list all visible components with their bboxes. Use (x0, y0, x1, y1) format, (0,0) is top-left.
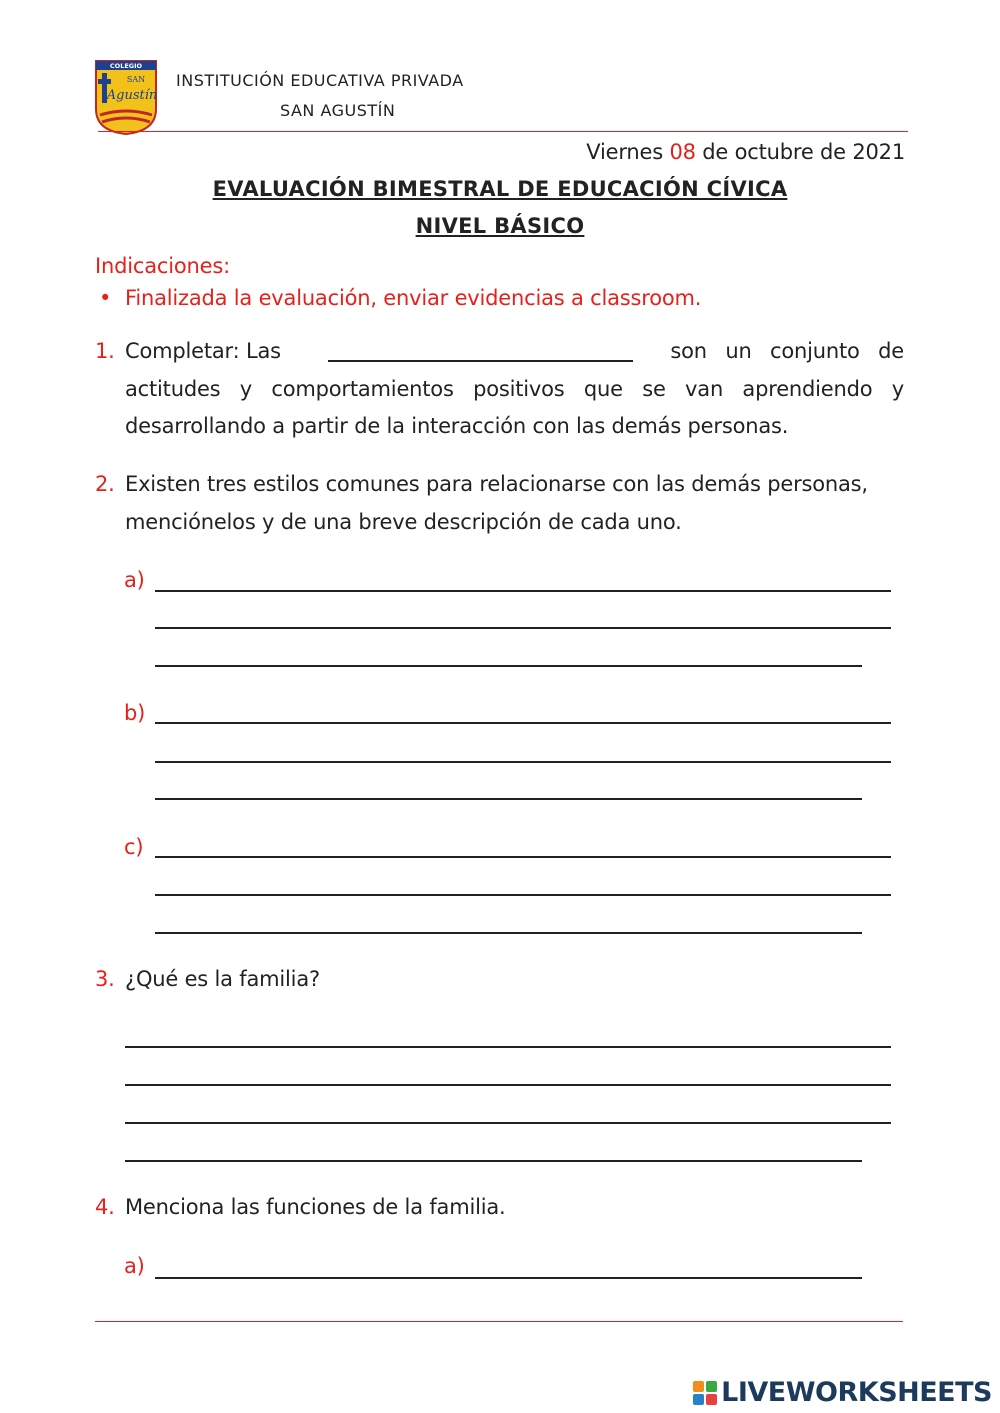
header-divider (98, 131, 908, 132)
q2-b-answer-line-3[interactable] (155, 798, 862, 800)
liveworksheets-logo-icon (693, 1381, 717, 1405)
logo-text-top: COLEGIO (109, 62, 143, 70)
q2-a-answer-line-3[interactable] (155, 665, 862, 667)
q2-c-answer-line-3[interactable] (155, 932, 862, 934)
q1-blank[interactable] (328, 360, 633, 362)
exam-level: NIVEL BÁSICO (415, 214, 585, 238)
date-prefix: Viernes (586, 140, 670, 164)
q1-text-start: Completar: Las (125, 339, 281, 363)
institution-line-2: SAN AGUSTÍN (280, 101, 396, 120)
liveworksheets-watermark (693, 1377, 992, 1408)
q2-b-answer-line-2[interactable] (155, 761, 891, 763)
logo-text-san: SAN (126, 75, 146, 84)
q2-line-1: Existen tres estilos comunes para relacionarse con las demás personas, (125, 472, 868, 496)
school-logo (94, 59, 158, 135)
q2-a-answer-line-2[interactable] (155, 627, 891, 629)
instructions-heading: Indicaciones: (95, 254, 230, 278)
q4-option-a-label: a) (124, 1254, 145, 1278)
q2-option-c-label: c) (124, 835, 144, 859)
q2-b-answer-line-1[interactable] (155, 722, 891, 724)
q4-a-answer-line[interactable] (155, 1277, 862, 1279)
q2-number: 2. (95, 472, 115, 496)
q2-option-b-label: b) (124, 701, 146, 725)
q2-c-answer-line-1[interactable] (155, 856, 891, 858)
q1-number: 1. (95, 339, 115, 363)
footer-divider (95, 1321, 903, 1322)
q1-line-2: actitudes y comportamientos positivos que se van aprendiendo y (125, 377, 904, 401)
q3-answer-line-2[interactable] (125, 1084, 891, 1086)
q4-number: 4. (95, 1195, 115, 1219)
date-day: 08 (669, 140, 696, 164)
q3-answer-line-3[interactable] (125, 1122, 891, 1124)
q3-number: 3. (95, 967, 115, 991)
date-suffix: de octubre de 2021 (695, 140, 905, 164)
q3-answer-line-4[interactable] (125, 1160, 862, 1162)
q2-option-a-label: a) (124, 568, 145, 592)
exam-title: EVALUACIÓN BIMESTRAL DE EDUCACIÓN CÍVICA (212, 177, 788, 201)
date-line (586, 140, 905, 164)
logo-text-name: Agustín (106, 88, 158, 103)
q1-text-end: son un conjunto de (670, 339, 904, 363)
instructions-bullet: Finalizada la evaluación, enviar evidencias a classroom. (125, 286, 702, 310)
institution-line-1: INSTITUCIÓN EDUCATIVA PRIVADA (176, 71, 464, 90)
q2-c-answer-line-2[interactable] (155, 894, 891, 896)
q3-answer-line-1[interactable] (125, 1046, 891, 1048)
bullet-icon: • (99, 286, 112, 310)
q4-text: Menciona las funciones de la familia. (125, 1195, 506, 1219)
liveworksheets-brand: LIVEWORKSHEETS (721, 1377, 992, 1408)
q2-line-2: menciónelos y de una breve descripción de cada uno. (125, 510, 682, 534)
q1-line-3: desarrollando a partir de la interacción con las demás personas. (125, 414, 789, 438)
q2-a-answer-line-1[interactable] (155, 590, 891, 592)
q3-text: ¿Qué es la familia? (125, 967, 320, 991)
